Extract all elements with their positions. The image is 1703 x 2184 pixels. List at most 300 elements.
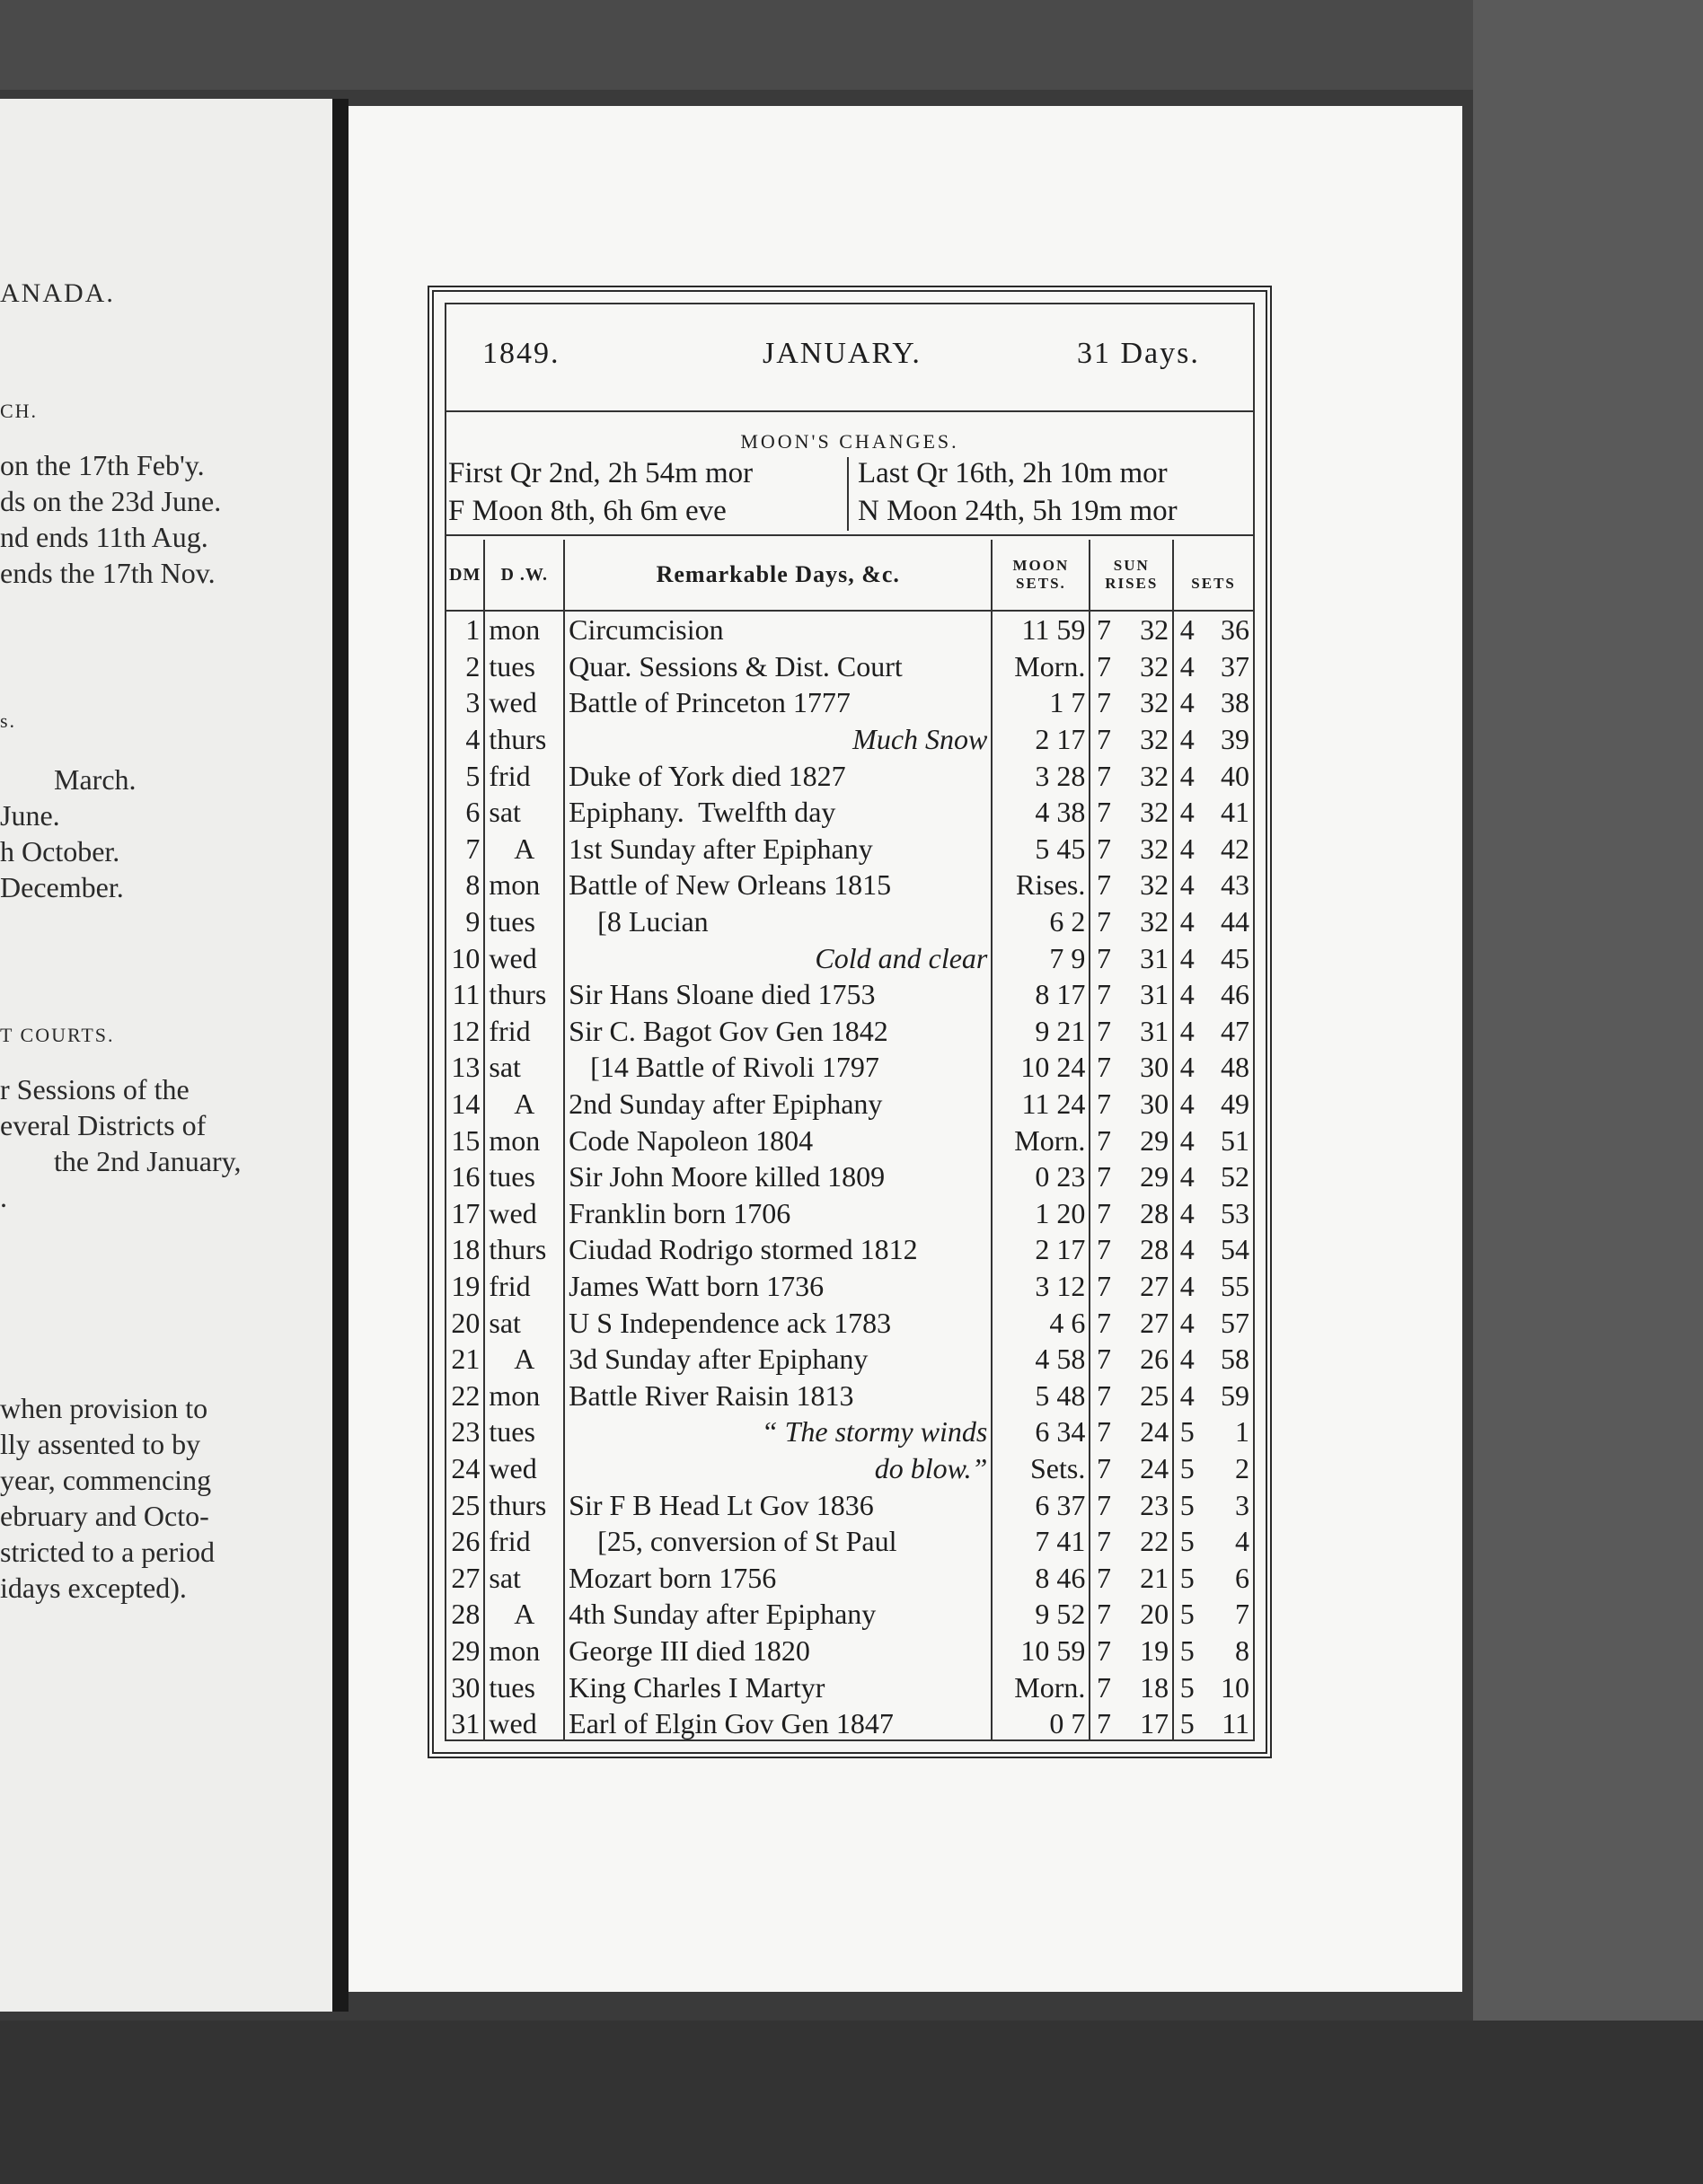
day-of-month: 18 — [451, 1233, 481, 1266]
left-line: CH. — [0, 400, 39, 422]
remarkable-event: Sir Hans Sloane died 1753 — [564, 976, 992, 1013]
sun-sets-hour: 4 — [1173, 939, 1200, 976]
remarkable-event: Battle of Princeton 1777 — [564, 684, 992, 721]
day-of-month: 25 — [451, 1488, 481, 1521]
almanac-inner — [445, 303, 1255, 1741]
table-row — [446, 1086, 1253, 1123]
sun-rises-hour: 7 — [1090, 1195, 1116, 1232]
remarkable-event: 4th Sunday after Epiphany — [564, 1596, 992, 1633]
sun-sets-hour: 4 — [1173, 684, 1200, 721]
table-row — [446, 1559, 1253, 1596]
day-of-week: thurs — [484, 1231, 564, 1268]
sun-rises-hour: 7 — [1090, 1705, 1116, 1742]
moon-sets: 7 9 — [992, 939, 1090, 976]
sun-sets-hour: 4 — [1173, 1304, 1200, 1341]
remarkable-event: Sir C. Bagot Gov Gen 1842 — [564, 1013, 992, 1050]
table-row — [446, 1268, 1253, 1305]
sun-rises-minute: 31 — [1140, 941, 1169, 974]
sun-rises-minute: 32 — [1140, 868, 1169, 902]
remarkable-event: James Watt born 1736 — [564, 1268, 992, 1305]
day-of-month: 29 — [451, 1634, 481, 1667]
sun-rises-minute: 32 — [1140, 613, 1169, 647]
moon-sets: 4 58 — [992, 1341, 1090, 1378]
left-line: June. — [0, 799, 60, 832]
sun-rises-minute: 32 — [1140, 796, 1169, 829]
moon-sets: 5 45 — [992, 831, 1090, 867]
sun-sets-hour: 4 — [1173, 1231, 1200, 1268]
sun-sets-minute: 37 — [1221, 649, 1249, 682]
sun-rises-minute: 22 — [1140, 1525, 1169, 1558]
sun-sets-hour: 4 — [1173, 1341, 1200, 1378]
sun-sets-hour: 5 — [1173, 1633, 1200, 1669]
sun-rises-hour: 7 — [1090, 1559, 1116, 1596]
day-of-week: mon — [484, 1633, 564, 1669]
moon-sets: 4 38 — [992, 794, 1090, 831]
table-row — [446, 1158, 1253, 1195]
day-of-week: frid — [484, 757, 564, 794]
day-of-month: 28 — [451, 1598, 481, 1631]
moon-sets: Rises. — [992, 867, 1090, 903]
sun-sets-minute: 54 — [1221, 1233, 1249, 1266]
moon-sets: 0 23 — [992, 1158, 1090, 1195]
day-of-week: A — [484, 1341, 564, 1378]
day-of-month: 23 — [451, 1415, 481, 1449]
almanac-month: JANUARY. — [763, 337, 922, 370]
sun-rises-minute: 21 — [1140, 1561, 1169, 1594]
day-of-week: mon — [484, 1377, 564, 1413]
sun-rises-hour: 7 — [1090, 939, 1116, 976]
day-of-month: 14 — [451, 1088, 481, 1121]
sun-rises-hour: 7 — [1090, 1341, 1116, 1378]
sun-sets-hour: 5 — [1173, 1450, 1200, 1487]
title-row — [446, 304, 1253, 412]
sun-rises-minute: 30 — [1140, 1088, 1169, 1121]
sun-rises-hour: 7 — [1090, 757, 1116, 794]
sun-rises-minute: 18 — [1140, 1670, 1169, 1704]
sun-rises-minute: 32 — [1140, 649, 1169, 682]
day-of-week: mon — [484, 1122, 564, 1158]
sun-rises-minute: 32 — [1140, 723, 1169, 756]
day-of-week: tues — [484, 903, 564, 940]
sun-rises-minute: 25 — [1140, 1378, 1169, 1412]
sun-sets-hour: 5 — [1173, 1669, 1200, 1705]
left-line: . — [0, 1181, 7, 1213]
moon-sets: 6 2 — [992, 903, 1090, 940]
header-rises-label: RISES — [1105, 575, 1159, 592]
table-row — [446, 648, 1253, 685]
sun-sets-hour: 5 — [1173, 1559, 1200, 1596]
day-of-month: 19 — [451, 1269, 481, 1302]
day-of-month: 6 — [465, 796, 481, 829]
sun-sets-minute: 11 — [1222, 1707, 1249, 1740]
background-top — [0, 0, 1703, 90]
moon-sets: Morn. — [992, 1669, 1090, 1705]
left-line: ANADA. — [0, 278, 115, 308]
sun-rises-minute: 32 — [1140, 759, 1169, 792]
moon-sets: 6 34 — [992, 1413, 1090, 1450]
sun-sets-hour: 4 — [1173, 611, 1200, 648]
day-of-month: 2 — [465, 649, 481, 682]
day-of-month: 1 — [465, 613, 481, 647]
almanac-rows — [446, 611, 1253, 1741]
moon-sets: 2 17 — [992, 1231, 1090, 1268]
sun-sets-minute: 55 — [1221, 1269, 1249, 1302]
day-of-month: 11 — [452, 978, 481, 1011]
sun-rises-hour: 7 — [1090, 1413, 1116, 1450]
sun-rises-minute: 29 — [1140, 1160, 1169, 1193]
weather-note: Much Snow — [564, 721, 992, 758]
moon-changes-divider — [847, 457, 849, 531]
remarkable-event: 1st Sunday after Epiphany — [564, 831, 992, 867]
moon-change-first-quarter: First Qr 2nd, 2h 54m mor — [448, 457, 754, 489]
sun-rises-hour: 7 — [1090, 1486, 1116, 1523]
day-of-week: wed — [484, 1705, 564, 1742]
moon-sets: 3 12 — [992, 1268, 1090, 1305]
left-facing-page — [0, 99, 332, 2012]
day-of-week: thurs — [484, 1486, 564, 1523]
sun-sets-hour: 4 — [1173, 1158, 1200, 1195]
background-bottom — [0, 2021, 1703, 2184]
sun-rises-hour: 7 — [1090, 1523, 1116, 1560]
sun-rises-hour: 7 — [1090, 1158, 1116, 1195]
sun-sets-hour: 5 — [1173, 1413, 1200, 1450]
table-row — [446, 1049, 1253, 1086]
header-sun-rises — [1090, 540, 1173, 611]
moon-sets: 10 24 — [992, 1049, 1090, 1086]
moon-changes-rule — [446, 534, 1253, 536]
day-of-month: 5 — [465, 759, 481, 792]
sun-sets-hour: 4 — [1173, 1049, 1200, 1086]
sun-sets-minute: 43 — [1221, 868, 1249, 902]
sun-rises-hour: 7 — [1090, 903, 1116, 940]
sun-sets-minute: 39 — [1221, 723, 1249, 756]
sun-rises-minute: 23 — [1140, 1488, 1169, 1521]
background-right — [1473, 0, 1703, 2184]
sun-sets-minute: 46 — [1221, 978, 1249, 1011]
day-of-week: wed — [484, 1195, 564, 1232]
day-of-month: 10 — [451, 941, 481, 974]
sun-rises-minute: 17 — [1140, 1707, 1169, 1740]
remarkable-event: Franklin born 1706 — [564, 1195, 992, 1232]
sun-rises-minute: 24 — [1140, 1415, 1169, 1449]
sun-rises-minute: 27 — [1140, 1269, 1169, 1302]
day-of-week: tues — [484, 1158, 564, 1195]
day-of-month: 17 — [451, 1196, 481, 1229]
day-of-week: mon — [484, 867, 564, 903]
day-of-week: sat — [484, 1049, 564, 1086]
table-row — [446, 1523, 1253, 1560]
day-of-month: 22 — [451, 1378, 481, 1412]
moon-sets: 2 17 — [992, 721, 1090, 758]
sun-rises-minute: 31 — [1140, 978, 1169, 1011]
table-row — [446, 721, 1253, 758]
left-line: idays excepted). — [0, 1572, 187, 1604]
header-sun-sets — [1173, 540, 1253, 611]
sun-rises-hour: 7 — [1090, 611, 1116, 648]
sun-sets-minute: 36 — [1221, 613, 1249, 647]
sun-sets-minute: 53 — [1221, 1196, 1249, 1229]
day-of-week: thurs — [484, 976, 564, 1013]
moon-sets: 0 7 — [992, 1705, 1090, 1742]
header-sun-label: SUN — [1113, 557, 1150, 574]
left-line: r Sessions of the — [0, 1073, 190, 1105]
sun-sets-minute: 59 — [1221, 1378, 1249, 1412]
sun-sets-hour: 4 — [1173, 721, 1200, 758]
moon-sets: 6 37 — [992, 1486, 1090, 1523]
table-row — [446, 1195, 1253, 1232]
day-of-week: frid — [484, 1268, 564, 1305]
sun-rises-hour: 7 — [1090, 1377, 1116, 1413]
sun-sets-hour: 4 — [1173, 1377, 1200, 1413]
day-of-week: wed — [484, 684, 564, 721]
day-of-week: frid — [484, 1013, 564, 1050]
sun-sets-minute: 6 — [1235, 1561, 1249, 1594]
remarkable-event: Sir F B Head Lt Gov 1836 — [564, 1486, 992, 1523]
day-of-month: 12 — [451, 1014, 481, 1047]
moon-sets: Morn. — [992, 1122, 1090, 1158]
day-of-week: wed — [484, 1450, 564, 1487]
left-line: nd ends 11th Aug. — [0, 521, 208, 553]
sun-sets-minute: 52 — [1221, 1160, 1249, 1193]
table-row — [446, 1341, 1253, 1378]
day-of-week: A — [484, 1086, 564, 1123]
table-row — [446, 1486, 1253, 1523]
remarkable-event: 2nd Sunday after Epiphany — [564, 1086, 992, 1123]
left-line: lly assented to by — [0, 1428, 201, 1460]
remarkable-event: Duke of York died 1827 — [564, 757, 992, 794]
table-row — [446, 794, 1253, 831]
day-of-month: 8 — [465, 868, 481, 902]
day-of-month: 27 — [451, 1561, 481, 1594]
remarkable-event: Circumcision — [564, 611, 992, 648]
moon-sets: 9 21 — [992, 1013, 1090, 1050]
remarkable-event: [14 Battle of Rivoli 1797 — [564, 1049, 992, 1086]
day-of-week: sat — [484, 794, 564, 831]
sun-rises-hour: 7 — [1090, 1122, 1116, 1158]
sun-rises-hour: 7 — [1090, 1086, 1116, 1123]
moon-sets: 3 28 — [992, 757, 1090, 794]
sun-rises-minute: 26 — [1140, 1343, 1169, 1376]
remarkable-event: 3d Sunday after Epiphany — [564, 1341, 992, 1378]
moon-sets: 8 46 — [992, 1559, 1090, 1596]
day-of-week: frid — [484, 1523, 564, 1560]
sun-rises-minute: 24 — [1140, 1451, 1169, 1484]
header-dm: DM — [446, 540, 484, 611]
remarkable-event: Sir John Moore killed 1809 — [564, 1158, 992, 1195]
remarkable-event: Earl of Elgin Gov Gen 1847 — [564, 1705, 992, 1742]
day-of-week: A — [484, 1596, 564, 1633]
table-row — [446, 1705, 1253, 1742]
table-row — [446, 903, 1253, 940]
table-row — [446, 757, 1253, 794]
sun-rises-hour: 7 — [1090, 1231, 1116, 1268]
sun-sets-hour: 4 — [1173, 1195, 1200, 1232]
sun-sets-hour: 4 — [1173, 903, 1200, 940]
moon-change-last-quarter: Last Qr 16th, 2h 10m mor — [858, 457, 1168, 489]
sun-rises-hour: 7 — [1090, 1596, 1116, 1633]
sun-rises-hour: 7 — [1090, 1669, 1116, 1705]
almanac-frame — [428, 286, 1272, 1758]
remarkable-event: [8 Lucian — [564, 903, 992, 940]
sun-rises-minute: 28 — [1140, 1233, 1169, 1266]
day-of-week: tues — [484, 648, 564, 685]
table-row — [446, 1450, 1253, 1487]
day-of-month: 20 — [451, 1306, 481, 1339]
day-of-month: 24 — [451, 1451, 481, 1484]
sun-sets-hour: 5 — [1173, 1596, 1200, 1633]
sun-sets-minute: 45 — [1221, 941, 1249, 974]
day-of-month: 30 — [451, 1670, 481, 1704]
sun-rises-hour: 7 — [1090, 794, 1116, 831]
day-of-week: thurs — [484, 721, 564, 758]
day-of-month: 21 — [451, 1343, 481, 1376]
day-of-month: 4 — [465, 723, 481, 756]
moon-sets: 7 41 — [992, 1523, 1090, 1560]
left-line: ds on the 23d June. — [0, 485, 222, 517]
sun-rises-minute: 32 — [1140, 686, 1169, 719]
day-of-week: sat — [484, 1559, 564, 1596]
sun-rises-hour: 7 — [1090, 1268, 1116, 1305]
sun-sets-minute: 47 — [1221, 1014, 1249, 1047]
table-row — [446, 1596, 1253, 1633]
table-row — [446, 831, 1253, 867]
sun-sets-minute: 38 — [1221, 686, 1249, 719]
sun-rises-hour: 7 — [1090, 976, 1116, 1013]
sun-sets-hour: 4 — [1173, 1013, 1200, 1050]
sun-sets-minute: 8 — [1235, 1634, 1249, 1667]
sun-sets-hour: 4 — [1173, 1268, 1200, 1305]
header-moon-label: MOON — [1012, 557, 1070, 574]
sun-rises-minute: 20 — [1140, 1598, 1169, 1631]
sun-rises-hour: 7 — [1090, 684, 1116, 721]
moon-sets: 1 20 — [992, 1195, 1090, 1232]
moon-sets: 8 17 — [992, 976, 1090, 1013]
remarkable-event: U S Independence ack 1783 — [564, 1304, 992, 1341]
left-line: year, commencing — [0, 1464, 212, 1496]
day-of-week: wed — [484, 939, 564, 976]
table-row — [446, 939, 1253, 976]
weather-note: do blow.” — [564, 1450, 992, 1487]
sun-sets-minute: 1 — [1235, 1415, 1249, 1449]
left-line: ebruary and Octo- — [0, 1500, 209, 1532]
sun-sets-minute: 44 — [1221, 905, 1249, 938]
left-line: the 2nd January, — [54, 1145, 242, 1177]
table-row — [446, 1377, 1253, 1413]
sun-rises-minute: 27 — [1140, 1306, 1169, 1339]
moon-sets: 4 6 — [992, 1304, 1090, 1341]
remarkable-event: George III died 1820 — [564, 1633, 992, 1669]
table-row — [446, 976, 1253, 1013]
book-gutter — [332, 99, 349, 2012]
moon-change-full-moon: F Moon 8th, 6h 6m eve — [448, 495, 727, 527]
left-line: March. — [54, 763, 137, 796]
day-of-month: 15 — [451, 1123, 481, 1157]
sun-sets-hour: 4 — [1173, 794, 1200, 831]
moon-sets: Morn. — [992, 648, 1090, 685]
sun-rises-hour: 7 — [1090, 648, 1116, 685]
sun-rises-hour: 7 — [1090, 1450, 1116, 1487]
moon-change-new-moon: N Moon 24th, 5h 19m mor — [858, 495, 1178, 527]
header-moon-sets: SETS. — [1015, 575, 1066, 592]
header-moon — [992, 540, 1090, 611]
remarkable-event: Quar. Sessions & Dist. Court — [564, 648, 992, 685]
header-remarkable: Remarkable Days, &c. — [564, 540, 992, 611]
remarkable-event: Code Napoleon 1804 — [564, 1122, 992, 1158]
left-line: everal Districts of — [0, 1109, 207, 1141]
sun-sets-minute: 10 — [1221, 1670, 1249, 1704]
sun-sets-hour: 5 — [1173, 1486, 1200, 1523]
sun-sets-hour: 4 — [1173, 1086, 1200, 1123]
moon-changes-title: MOON'S CHANGES. — [740, 430, 959, 453]
left-line: h October. — [0, 835, 120, 867]
sun-sets-hour: 4 — [1173, 867, 1200, 903]
remarkable-event: King Charles I Martyr — [564, 1669, 992, 1705]
sun-sets-minute: 41 — [1221, 796, 1249, 829]
remarkable-event: [25, conversion of St Paul — [564, 1523, 992, 1560]
day-of-month: 16 — [451, 1160, 481, 1193]
remarkable-event: Battle River Raisin 1813 — [564, 1377, 992, 1413]
sun-sets-minute: 51 — [1221, 1123, 1249, 1157]
moon-sets: 11 59 — [992, 611, 1090, 648]
sun-sets-hour: 4 — [1173, 976, 1200, 1013]
table-row — [446, 1669, 1253, 1705]
moon-sets: 11 24 — [992, 1086, 1090, 1123]
sun-sets-minute: 7 — [1235, 1598, 1249, 1631]
day-of-month: 26 — [451, 1525, 481, 1558]
sun-rises-minute: 19 — [1140, 1634, 1169, 1667]
table-row — [446, 1304, 1253, 1341]
table-row — [446, 684, 1253, 721]
left-line: s. — [0, 709, 17, 732]
almanac-days: 31 Days. — [1077, 337, 1200, 370]
table-row — [446, 611, 1253, 648]
moon-sets: 10 59 — [992, 1633, 1090, 1669]
sun-sets-minute: 57 — [1221, 1306, 1249, 1339]
left-line: T COURTS. — [0, 1024, 115, 1046]
table-row — [446, 1633, 1253, 1669]
header-dw: D .W. — [484, 540, 564, 611]
sun-rises-minute: 31 — [1140, 1014, 1169, 1047]
sun-rises-minute: 28 — [1140, 1196, 1169, 1229]
sun-sets-minute: 48 — [1221, 1051, 1249, 1084]
left-line: ends the 17th Nov. — [0, 557, 216, 589]
sun-rises-hour: 7 — [1090, 867, 1116, 903]
sun-rises-minute: 32 — [1140, 832, 1169, 865]
sun-sets-minute: 58 — [1221, 1343, 1249, 1376]
sun-rises-hour: 7 — [1090, 1013, 1116, 1050]
remarkable-event: Ciudad Rodrigo stormed 1812 — [564, 1231, 992, 1268]
sun-sets-hour: 5 — [1173, 1705, 1200, 1742]
sun-rises-hour: 7 — [1090, 1633, 1116, 1669]
day-of-week: mon — [484, 611, 564, 648]
sun-sets-hour: 4 — [1173, 831, 1200, 867]
moon-sets: 5 48 — [992, 1377, 1090, 1413]
sun-rises-hour: 7 — [1090, 721, 1116, 758]
sun-rises-hour: 7 — [1090, 831, 1116, 867]
sun-sets-minute: 2 — [1235, 1451, 1249, 1484]
sun-sets-minute: 42 — [1221, 832, 1249, 865]
sun-sets-minute: 49 — [1221, 1088, 1249, 1121]
day-of-month: 7 — [465, 832, 481, 865]
day-of-week: A — [484, 831, 564, 867]
sun-sets-hour: 5 — [1173, 1523, 1200, 1560]
weather-note: “ The stormy winds — [564, 1413, 992, 1450]
header-sets-label: SETS — [1191, 575, 1236, 592]
table-row — [446, 1413, 1253, 1450]
sun-rises-minute: 30 — [1140, 1051, 1169, 1084]
left-line: when provision to — [0, 1392, 208, 1424]
day-of-week: tues — [484, 1413, 564, 1450]
